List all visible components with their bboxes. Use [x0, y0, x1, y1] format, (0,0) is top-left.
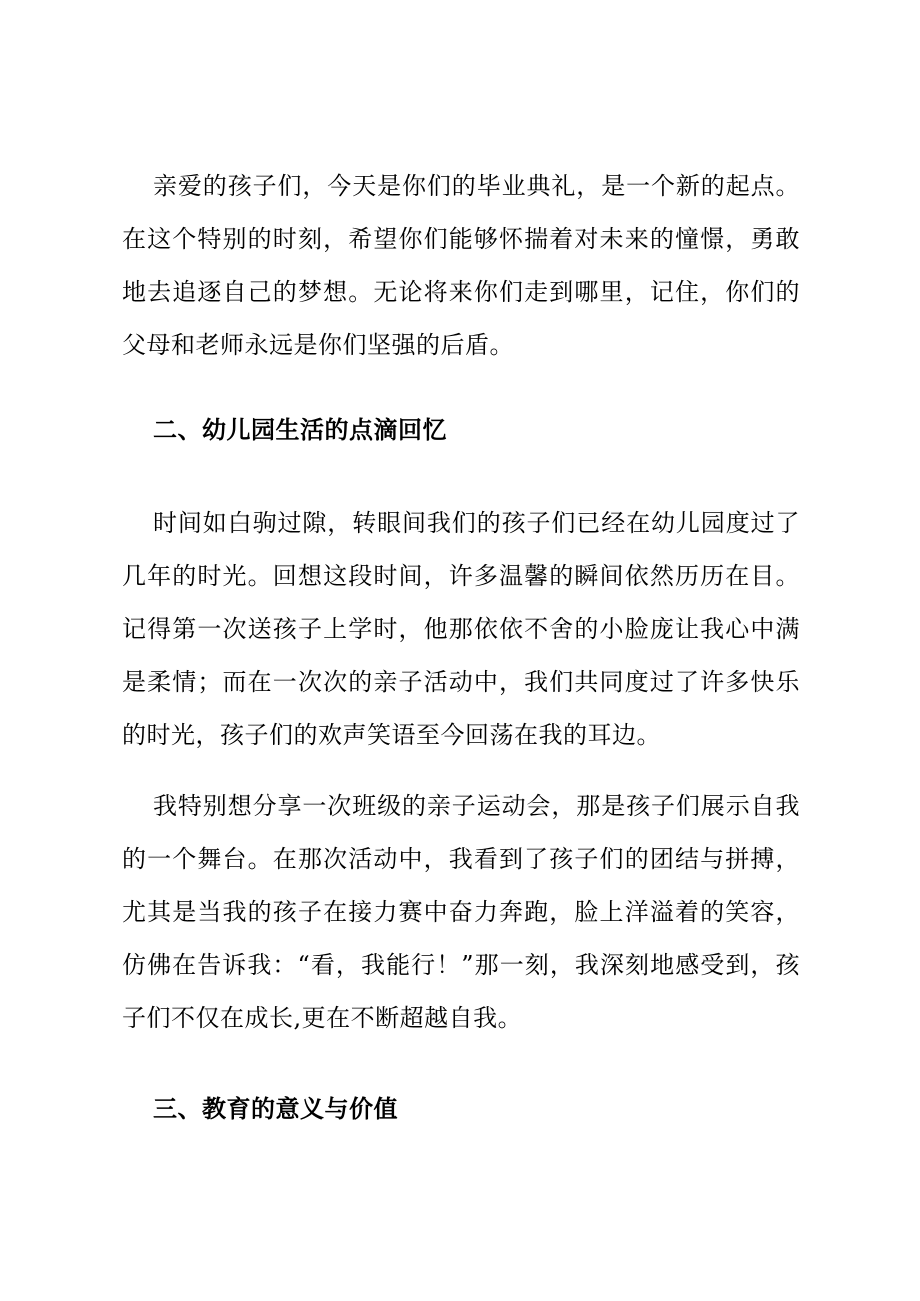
- section-heading-memories: 二、幼儿园生活的点滴回忆: [153, 415, 447, 444]
- paragraph-kindergarten-memories: 时间如白驹过隙，转眼间我们的孩子们已经在幼儿园度过了几年的时光。回想这段时间，许多温馨的瞬间依然历历在目。记得第一次送孩子上学时，他那依依不舍的小脸庞让我心中满是柔情；而在一次次的亲子活动中，我们共同度过了许多快乐的时光，孩子们的欢声笑语至今回荡在我的耳边。: [122, 509, 800, 749]
- paragraph-graduation-message: 亲爱的孩子们，今天是你们的毕业典礼，是一个新的起点。在这个特别的时刻，希望你们能够怀揣着对未来的憧憬，勇敢地去追逐自己的梦想。无论将来你们走到哪里，记住，你们的父母和老师永远是你们坚强的后盾。: [122, 172, 800, 359]
- section-heading-education-value: 三、教育的意义与价值: [153, 1094, 398, 1123]
- paragraph-sports-day: 我特别想分享一次班级的亲子运动会，那是孩子们展示自我的一个舞台。在那次活动中，我看到了孩子们的团结与拼搏，尤其是当我的孩子在接力赛中奋力奔跑，脸上洋溢着的笑容，仿佛在告诉我：“看，我能行！”那一刻，我深刻地感受到，孩子们不仅在成长,更在不断超越自我。: [122, 792, 800, 1032]
